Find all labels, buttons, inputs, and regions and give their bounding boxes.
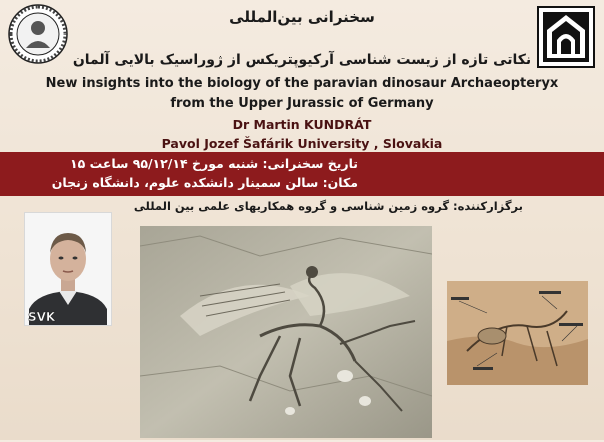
archaeopteryx-fossil-image [140,226,432,438]
speaker-portrait [24,212,112,326]
portrait-watermark: SVK [28,310,56,324]
event-details-band [0,152,604,196]
fossil-anatomy-diagram-image [447,281,588,385]
talk-title-persian: نکاتی تازه از زیست شناسی آرکیوپتریکس از ژوراسیک بالایی آلمان [72,52,532,68]
talk-title-english-line1: New insights into the biology of the paravian dinosaur Archaeopteryx [45,76,559,91]
event-title: سخنرانی بین‌المللی [229,8,375,26]
event-datetime: تاریخ سخنرانی: شنبه مورخ ۹۵/۱۲/۱۴ ساعت ۱۵ [69,156,358,171]
event-location: مکان: سالن سمینار دانشکده علوم، دانشگاه زنجان [51,175,358,190]
organizer-text: برگزارکننده: گروه زمین شناسی و گروه همکاریهای علمی بین المللی [133,199,523,213]
speaker-affiliation: Pavol Jozef Šafárik University , Slovakia [161,136,443,151]
talk-title-english-line2: from the Upper Jurassic of Germany [170,96,434,111]
speaker-name: Dr Martin KUNDRÁT [232,117,372,132]
